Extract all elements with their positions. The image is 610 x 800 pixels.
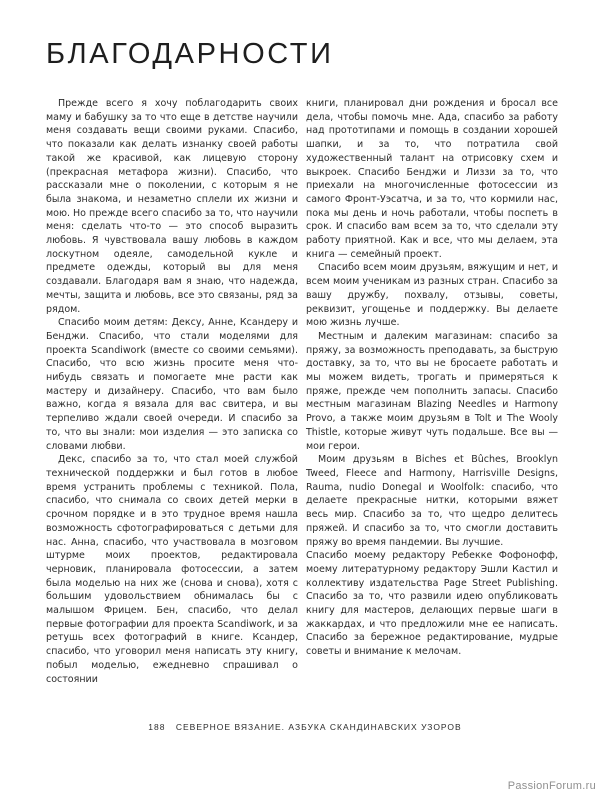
paragraph-friends: Спасибо всем моим друзьям, вяжущим и нет, и всем моим ученикам из разных стран. Спасибо за вашу дружбу, похвалу, отзывы, советы, реквизит, угощенье и поддержку. Вы делаете мою жизнь лучше. [306,262,558,329]
book-title: СЕВЕРНОЕ ВЯЗАНИЕ. АЗБУКА СКАНДИНАВСКИХ УЗОРОВ [175,722,462,732]
page-footer [0,722,610,732]
paragraph-editors: Спасибо моему редактору Ребекке Фофонофф, моему литературному редактору Эшли Кастил и коллективу издательства Page Street Publishing. Спасибо за то, что развили идею опубликовать книгу для мастеров, делающих первые шаги в жаккардах, и что предложили мне ее написать. Спасибо за бережное редактирование, мудрые советы и внимание к мелочам. [306,550,558,658]
paragraph-yarn-companies: Моим друзьям в Biches et Bûches, Brooklyn Tweed, Fleece and Harmony, Harrisville Designs, Rauma, nudio Donegal и Woolfolk: спасибо, что делаете прекрасные нитки, которыми вяжет весь мир. Спасибо за то, что щедро делитесь пряжей. И спасибо за то, что смогли доставить пряжу во время пандемии. Вы лучшие. [306,454,558,548]
watermark: PassionForum.ru [507,780,596,792]
paragraph-parents: Прежде всего я хочу поблагодарить своих маму и бабушку за то что еще в детстве научили меня создавать вещи своими руками. Спасибо, что показали как делать изнанку своей работы такой же красивой, как лицевую сторону (прекрасная метафора жизни). Спасибо, что рассказали мне о поколении, с которым я не была знакома, и незаметно сплели их жизни и мою. Но прежде всего спасибо за то, что научили меня: сделать что-то — это способ выразить любовь. Я чувствовала вашу любовь в каждом лоскутном одеяле, самодельной кукле и предмете одежды, который вы для меня создавали. Благодаря вам я знаю, что надежда, мечты, защита и любовь, все это связаны, ряд за рядом. [46,98,298,315]
paragraph-family-help-continued: книги, планировал дни рождения и бросал все дела, чтобы помочь мне. Ада, спасибо за работу над прототипами и помощь в создании хорошей шапки, и за то, что потратила свой художественный талант на отрисовку схем и выкроек. Спасибо Бенджи и Лиззи за то, что приехали на многочисленные фотосессии из самого Фронт-Уэсатча, и за то, что кормили нас, пока мы день и ночь работали, чтобы поспеть в срок. И спасибо вам всем за то, что сделали эту работу приятной. Как и все, что мы делаем, эта книга — семейный проект. [306,98,558,260]
right-text-column [306,97,558,659]
paragraph-yarn-shops: Местным и далеким магазинам: спасибо за пряжу, за возможность преподавать, за быструю доставку, за то, что вы не бросаете работать и мы можем видеть, трогать и примеряться к пряже, прежде чем пополнить запасы. Спасибо местным магазинам Blazing Needles и Harmony Provo, а также моим друзьям в Tolt и The Wooly Thistle, которые живут чуть подальше. Все вы — мои герои. [306,330,558,452]
paragraph-family-help: Декс, спасибо за то, что стал моей службой технической поддержки и был готов в любое время устранить проблемы с техникой. Пола, спасибо, что снимала со своих детей мерки в срочном порядке и в это трудное время нашла возможность сфотографироваться с детьми для нас. Анна, спасибо, что участвовала в мозговом штурме моих проектов, редактировала черновик, планировала фотосессии, а затем была моделью на них же (снова и снова), хотя с большим удовольствием обнималась бы с малышом Фрицем. Бен, спасибо, что делал первые фотографии для проекта Scandiwork, и за ретушь всех фотографий в книге. Ксандер, спасибо, что уговорил меня написать эту книгу, побыл моделью, ежедневно спрашивал о состоянии [46,454,298,685]
paragraph-children: Спасибо моим детям: Дексу, Анне, Ксандеру и Бенджи. Спасибо, что стали моделями для проекта Scandiwork (вместе со своими семьями). Спасибо, что всю жизнь просите меня что-нибудь связать и помогаете мне расти как мастеру и дизайнеру. Спасибо, что вам было важно, когда я вязала для вас свитера, и вы терпеливо ждали своей очереди. И спасибо за то, что вы знали: мои изделия — это записка со словами любви. [46,317,298,452]
left-text-column [46,97,298,686]
page-number: 188 [148,722,166,732]
page-title: БЛАГОДАРНОСТИ [46,38,334,70]
